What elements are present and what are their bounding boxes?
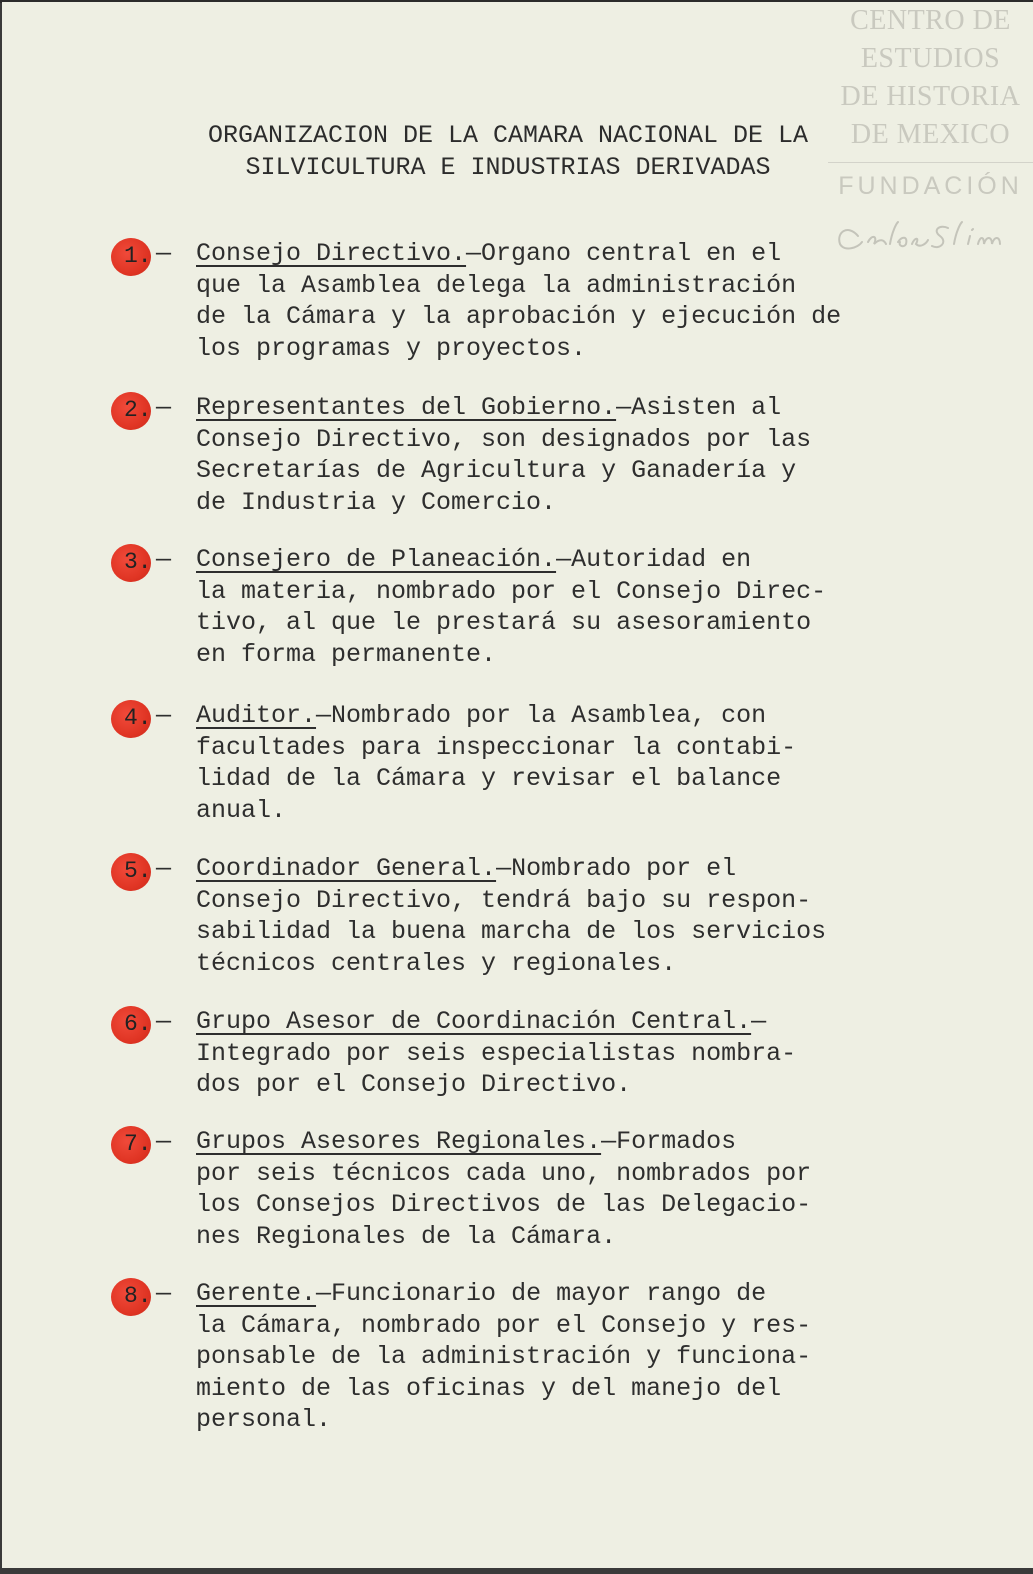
item-dash: — [156, 393, 172, 422]
title-line-1: ORGANIZACION DE LA CAMARA NACIONAL DE LA [207, 121, 809, 150]
watermark-line: DE HISTORIA [840, 81, 1021, 112]
item-line: en forma permanente. [196, 639, 497, 669]
item-dash: — [156, 1007, 172, 1036]
item-number: 6. [124, 1011, 152, 1037]
item-line: personal. [196, 1405, 332, 1434]
item-line: —Formados [601, 1127, 737, 1156]
item-line: los programas y proyectos. [196, 333, 587, 363]
item-line: la materia, nombrado por el Consejo Direc- [196, 576, 827, 606]
number-marker [110, 700, 156, 738]
item-line: los Consejos Directivos de las Delegacio- [196, 1190, 812, 1219]
item-number: 1. [124, 243, 152, 269]
item-line: por seis técnicos cada uno, nombrados por [196, 1158, 812, 1188]
item-heading: Representantes del Gobierno. [196, 393, 617, 422]
document-page [2, 2, 1033, 1568]
item-line: miento de las oficinas y del manejo del [196, 1373, 782, 1403]
item-line: tivo, al que le prestará su asesoramiento [196, 608, 812, 637]
item-number: 3. [124, 549, 152, 575]
item-line: —Funcionario de mayor rango de [316, 1279, 767, 1308]
item-line: —Nombrado por el [496, 854, 737, 883]
item-line: sabilidad la buena marcha de los servicios [196, 917, 827, 946]
number-marker [110, 1126, 156, 1164]
number-marker [110, 392, 156, 430]
item-heading: Grupos Asesores Regionales. [196, 1127, 602, 1156]
item-line: lidad de la Cámara y revisar el balance [196, 764, 782, 793]
item-line: que la Asamblea delega la administración [196, 270, 797, 300]
watermark-line: DE MEXICO [850, 119, 1011, 150]
item-line: —Nombrado por la Asamblea, con [316, 701, 767, 730]
item-number: 4. [124, 705, 152, 731]
item-line: —Autoridad en [556, 545, 752, 574]
number-marker [110, 1006, 156, 1044]
watermark-line: ESTUDIOS [860, 43, 1001, 74]
item-dash: — [156, 1279, 172, 1308]
item-line: anual. [196, 795, 287, 825]
number-marker [110, 1278, 156, 1316]
number-marker [110, 853, 156, 891]
item-heading: Consejo Directivo. [196, 239, 467, 268]
item-text [196, 700, 896, 826]
item-dash: — [156, 701, 172, 730]
watermark [828, 2, 1033, 262]
item-line: dos por el Consejo Directivo. [196, 1070, 632, 1099]
item-line: facultades para inspeccionar la contabi- [196, 732, 797, 762]
item-text [196, 544, 896, 670]
item-number: 8. [124, 1283, 152, 1309]
item-dash: — [156, 239, 172, 268]
item-line: nes Regionales de la Cámara. [196, 1221, 617, 1251]
title-line-2: SILVICULTURA E INDUSTRIAS DERIVADAS [245, 153, 771, 182]
item-heading: Grupo Asesor de Coordinación Central. [196, 1007, 752, 1036]
item-number: 2. [124, 397, 152, 423]
item-text [196, 853, 896, 979]
item-line: Integrado por seis especialistas nombra- [196, 1038, 797, 1068]
page-title [168, 120, 848, 184]
item-text [196, 1126, 896, 1252]
item-line: Secretarías de Agricultura y Ganadería y [196, 456, 797, 485]
item-line: técnicos centrales y regionales. [196, 948, 677, 978]
watermark-foundation: FUNDACIÓN [838, 172, 1023, 200]
item-line: de Industria y Comercio. [196, 487, 557, 517]
item-text [196, 1278, 896, 1436]
watermark-line: CENTRO DE [850, 5, 1011, 36]
item-line: —Asisten al [616, 393, 782, 422]
item-line: Consejo Directivo, son designados por las [196, 424, 812, 454]
item-number: 5. [124, 858, 152, 884]
item-heading: Coordinador General. [196, 854, 497, 883]
item-text [196, 1006, 896, 1101]
item-line: — [751, 1007, 767, 1036]
item-dash: — [156, 1127, 172, 1156]
item-line: de la Cámara y la aprobación y ejecución de [196, 302, 842, 331]
item-line: Consejo Directivo, tendrá bajo su respon- [196, 885, 812, 915]
item-heading: Consejero de Planeación. [196, 545, 557, 574]
item-dash: — [156, 545, 172, 574]
number-marker [110, 544, 156, 582]
item-heading: Auditor. [196, 701, 317, 730]
item-line: ponsable de la administración y funciona- [196, 1342, 812, 1371]
item-line: —Organo central en el [466, 239, 782, 268]
item-heading: Gerente. [196, 1279, 317, 1308]
item-dash: — [156, 854, 172, 883]
item-text [196, 238, 896, 364]
item-line: la Cámara, nombrado por el Consejo y res- [196, 1310, 812, 1340]
watermark-divider [828, 162, 1033, 163]
item-text [196, 392, 896, 518]
number-marker [110, 238, 156, 276]
item-number: 7. [124, 1131, 152, 1157]
